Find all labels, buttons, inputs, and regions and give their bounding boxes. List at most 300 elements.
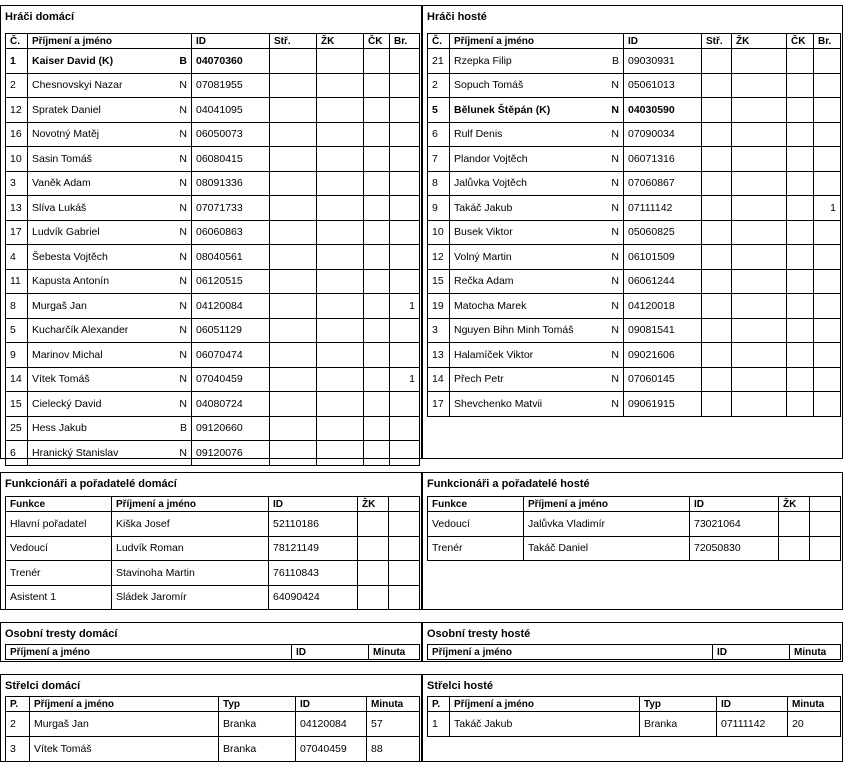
player-number: 13 (428, 343, 450, 368)
player-red-card (787, 367, 814, 392)
official-yellow-card (358, 536, 389, 561)
scorer-row (6, 712, 420, 737)
player-own-goals (814, 294, 841, 319)
player-name: Slíva Lukáš (32, 201, 87, 214)
player-number: 3 (6, 171, 28, 196)
player-id: 07111142 (624, 196, 702, 221)
player-goals (270, 171, 317, 196)
player-type: N (611, 250, 619, 263)
player-name-cell (450, 269, 624, 294)
player-number: 14 (428, 367, 450, 392)
scorer-type: Branka (219, 712, 296, 737)
player-yellow-card (317, 98, 364, 123)
player-number: 15 (6, 392, 28, 417)
player-own-goals: 1 (390, 367, 420, 392)
player-name-cell (450, 196, 624, 221)
col-red-card: ČK (787, 34, 814, 49)
player-id: 09030931 (624, 49, 702, 74)
player-yellow-card (317, 49, 364, 74)
player-id: 07090034 (624, 122, 702, 147)
player-type: N (179, 226, 187, 239)
player-yellow-card (317, 294, 364, 319)
player-type: N (611, 201, 619, 214)
scorer-id: 04120084 (296, 712, 367, 737)
scorer-row (428, 712, 841, 737)
away-penalties-panel (422, 622, 843, 662)
player-id: 09120660 (192, 416, 270, 441)
player-row (6, 392, 420, 417)
player-own-goals (390, 122, 420, 147)
player-own-goals (390, 147, 420, 172)
player-goals (702, 318, 732, 343)
scorer-name: Murgaš Jan (30, 712, 219, 737)
official-yellow-card (779, 512, 810, 537)
official-role: Vedoucí (6, 536, 112, 561)
player-yellow-card (317, 343, 364, 368)
scorer-order: 3 (6, 737, 30, 762)
player-own-goals (390, 392, 420, 417)
player-red-card (364, 171, 390, 196)
player-row (428, 171, 841, 196)
player-number: 4 (6, 245, 28, 270)
player-goals (270, 441, 317, 466)
player-goals (270, 416, 317, 441)
official-name: Sládek Jaromír (112, 585, 269, 610)
player-number: 1 (6, 49, 28, 74)
player-name: Novotný Matěj (32, 128, 100, 141)
player-yellow-card (317, 318, 364, 343)
player-id: 06051129 (192, 318, 270, 343)
player-red-card (364, 441, 390, 466)
player-own-goals (814, 98, 841, 123)
player-name: Sasin Tomáš (32, 152, 92, 165)
player-type: N (179, 201, 187, 214)
player-name-cell (450, 245, 624, 270)
away-officials-panel (422, 472, 843, 610)
player-yellow-card (317, 196, 364, 221)
home-penalties-table (5, 644, 420, 660)
home-penalties-panel (0, 622, 422, 662)
player-name-cell (28, 73, 192, 98)
player-row (6, 367, 420, 392)
player-id: 04120018 (624, 294, 702, 319)
player-row (6, 171, 420, 196)
player-red-card (787, 98, 814, 123)
scorer-order: 2 (6, 712, 30, 737)
scorer-minute: 57 (367, 712, 420, 737)
player-id: 04030590 (624, 98, 702, 123)
player-red-card (364, 245, 390, 270)
player-number: 19 (428, 294, 450, 319)
player-name: Nguyen Bihn Minh Tomáš (454, 324, 574, 337)
player-yellow-card (317, 392, 364, 417)
player-row (6, 269, 420, 294)
player-number: 10 (428, 220, 450, 245)
col-name: Příjmení a jméno (524, 497, 690, 512)
official-yellow-card (779, 536, 810, 561)
player-red-card (364, 294, 390, 319)
player-name: Takáč Jakub (454, 201, 513, 214)
player-type: N (611, 397, 619, 410)
player-own-goals (390, 416, 420, 441)
col-yellow-card: ŽK (317, 34, 364, 49)
player-yellow-card (732, 220, 787, 245)
col-own-goals: Br. (390, 34, 420, 49)
player-yellow-card (317, 367, 364, 392)
player-name-cell (450, 392, 624, 417)
scorer-minute: 88 (367, 737, 420, 762)
player-type: B (179, 54, 187, 67)
player-name-cell (28, 294, 192, 319)
player-id: 08091336 (192, 171, 270, 196)
away-penalties-title: Osobní tresty hosté (427, 628, 531, 640)
player-id: 07081955 (192, 73, 270, 98)
player-id: 04041095 (192, 98, 270, 123)
player-red-card (364, 343, 390, 368)
player-number: 8 (428, 171, 450, 196)
player-own-goals (390, 441, 420, 466)
player-id: 07071733 (192, 196, 270, 221)
player-name-cell (28, 269, 192, 294)
col-number: Č. (6, 34, 28, 49)
player-name: Vaněk Adam (32, 177, 91, 190)
player-name-cell (28, 441, 192, 466)
player-yellow-card (732, 147, 787, 172)
player-own-goals (390, 220, 420, 245)
home-scorers-table (5, 696, 420, 762)
official-role: Hlavní pořadatel (6, 512, 112, 537)
player-goals (702, 49, 732, 74)
player-own-goals (390, 73, 420, 98)
player-yellow-card (317, 220, 364, 245)
player-row (6, 294, 420, 319)
player-red-card (364, 318, 390, 343)
player-type: N (611, 373, 619, 386)
player-row (6, 416, 420, 441)
player-name: Vítek Tomáš (32, 373, 90, 386)
player-name-cell (28, 98, 192, 123)
col-id: ID (296, 697, 367, 712)
official-row (428, 512, 841, 537)
away-players-title: Hráči hosté (427, 11, 487, 23)
player-id: 06101509 (624, 245, 702, 270)
player-red-card (364, 416, 390, 441)
scorer-type: Branka (640, 712, 717, 737)
official-name: Ludvík Roman (112, 536, 269, 561)
player-id: 04120084 (192, 294, 270, 319)
player-type: N (611, 275, 619, 288)
scorer-id: 07040459 (296, 737, 367, 762)
player-goals (270, 367, 317, 392)
player-number: 17 (6, 220, 28, 245)
col-id: ID (717, 697, 788, 712)
official-extra (810, 512, 841, 537)
official-extra (389, 512, 420, 537)
player-row (428, 122, 841, 147)
player-red-card (364, 392, 390, 417)
player-number: 7 (428, 147, 450, 172)
official-id: 72050830 (690, 536, 779, 561)
col-id: ID (690, 497, 779, 512)
player-id: 06060863 (192, 220, 270, 245)
player-row (428, 343, 841, 368)
player-name-cell (450, 73, 624, 98)
player-number: 2 (6, 73, 28, 98)
player-name: Murgaš Jan (32, 299, 87, 312)
col-yellow-card: ŽK (732, 34, 787, 49)
player-row (6, 441, 420, 466)
player-own-goals (814, 367, 841, 392)
player-red-card (364, 196, 390, 221)
player-own-goals (390, 318, 420, 343)
player-name: Cielecký David (32, 397, 102, 410)
player-red-card (364, 73, 390, 98)
player-goals (270, 147, 317, 172)
player-number: 10 (6, 147, 28, 172)
player-goals (270, 122, 317, 147)
player-number: 25 (6, 416, 28, 441)
player-number: 12 (6, 98, 28, 123)
player-red-card (787, 245, 814, 270)
player-goals (702, 269, 732, 294)
player-number: 5 (6, 318, 28, 343)
player-own-goals (814, 392, 841, 417)
player-row (6, 245, 420, 270)
official-id: 73021064 (690, 512, 779, 537)
player-yellow-card (732, 49, 787, 74)
player-number: 9 (6, 343, 28, 368)
player-own-goals (814, 122, 841, 147)
away-players-panel (422, 5, 843, 459)
player-goals (270, 318, 317, 343)
player-goals (270, 73, 317, 98)
player-own-goals (390, 196, 420, 221)
col-role: Funkce (428, 497, 524, 512)
official-extra (389, 585, 420, 610)
player-yellow-card (732, 294, 787, 319)
player-number: 21 (428, 49, 450, 74)
away-scorers-table (427, 696, 841, 737)
home-officials-panel (0, 472, 422, 610)
player-yellow-card (732, 171, 787, 196)
player-name: Bělunek Štěpán (K) (454, 103, 551, 116)
player-number: 16 (6, 122, 28, 147)
player-own-goals (390, 245, 420, 270)
player-name: Rzepka Filip (454, 54, 512, 67)
player-yellow-card (732, 367, 787, 392)
player-red-card (787, 122, 814, 147)
player-goals (270, 245, 317, 270)
player-own-goals (814, 220, 841, 245)
player-name-cell (28, 416, 192, 441)
col-name: Příjmení a jméno (112, 497, 269, 512)
player-name: Přech Petr (454, 373, 504, 386)
player-own-goals (390, 343, 420, 368)
player-name: Chesnovskyi Nazar (32, 79, 123, 92)
col-name: Příjmení a jméno (428, 645, 713, 660)
official-extra (389, 561, 420, 586)
home-penalties-title: Osobní tresty domácí (5, 628, 118, 640)
player-type: N (179, 103, 187, 116)
away-players-header (428, 34, 841, 49)
player-name-cell (28, 196, 192, 221)
player-type: N (611, 299, 619, 312)
official-name: Kiška Josef (112, 512, 269, 537)
player-type: N (179, 79, 187, 92)
official-id: 76110843 (269, 561, 358, 586)
player-type: N (611, 177, 619, 190)
player-goals (702, 122, 732, 147)
scorer-name: Vítek Tomáš (30, 737, 219, 762)
player-name: Kapusta Antonín (32, 275, 110, 288)
player-id: 07040459 (192, 367, 270, 392)
player-type: N (179, 397, 187, 410)
player-number: 13 (6, 196, 28, 221)
official-extra (810, 536, 841, 561)
player-row (428, 49, 841, 74)
player-goals (270, 269, 317, 294)
player-red-card (364, 98, 390, 123)
player-row (6, 122, 420, 147)
player-red-card (787, 147, 814, 172)
player-own-goals (814, 269, 841, 294)
away-scorers-header (428, 697, 841, 712)
player-red-card (787, 171, 814, 196)
player-number: 17 (428, 392, 450, 417)
player-id: 09061915 (624, 392, 702, 417)
player-goals (270, 49, 317, 74)
player-number: 6 (428, 122, 450, 147)
player-row (428, 294, 841, 319)
player-row (6, 196, 420, 221)
col-minute: Minuta (367, 697, 420, 712)
player-red-card (787, 294, 814, 319)
player-name-cell (28, 49, 192, 74)
official-id: 52110186 (269, 512, 358, 537)
player-red-card (364, 220, 390, 245)
player-yellow-card (732, 318, 787, 343)
player-id: 09120076 (192, 441, 270, 466)
col-role: Funkce (6, 497, 112, 512)
official-name: Jalůvka Vladimír (524, 512, 690, 537)
home-officials-header (6, 497, 420, 512)
player-own-goals (390, 98, 420, 123)
player-id: 07060145 (624, 367, 702, 392)
col-extra (810, 497, 841, 512)
col-goals: Stř. (270, 34, 317, 49)
player-row (428, 196, 841, 221)
player-yellow-card (732, 245, 787, 270)
official-name: Takáč Daniel (524, 536, 690, 561)
away-players-table (427, 33, 841, 417)
player-id: 06080415 (192, 147, 270, 172)
player-type: N (611, 226, 619, 239)
player-yellow-card (317, 245, 364, 270)
player-name-cell (450, 171, 624, 196)
col-type: Typ (219, 697, 296, 712)
home-players-header (6, 34, 420, 49)
player-goals (702, 343, 732, 368)
player-row (6, 318, 420, 343)
player-yellow-card (732, 392, 787, 417)
player-name-cell (28, 122, 192, 147)
player-row (6, 73, 420, 98)
player-id: 07060867 (624, 171, 702, 196)
player-name: Rečka Adam (454, 275, 514, 288)
col-extra (389, 497, 420, 512)
player-type: B (179, 422, 187, 435)
player-number: 15 (428, 269, 450, 294)
player-goals (702, 367, 732, 392)
col-order: P. (6, 697, 30, 712)
player-yellow-card (732, 269, 787, 294)
official-role: Trenér (428, 536, 524, 561)
player-number: 8 (6, 294, 28, 319)
player-type: B (611, 54, 619, 67)
official-role: Trenér (6, 561, 112, 586)
player-goals (702, 196, 732, 221)
player-name: Jalůvka Vojtěch (454, 177, 527, 190)
player-id: 06071316 (624, 147, 702, 172)
player-name-cell (28, 318, 192, 343)
player-number: 11 (6, 269, 28, 294)
col-id: ID (192, 34, 270, 49)
away-scorers-panel (422, 674, 843, 762)
official-extra (389, 536, 420, 561)
player-number: 12 (428, 245, 450, 270)
player-type: N (611, 152, 619, 165)
player-own-goals (814, 343, 841, 368)
player-type: N (179, 373, 187, 386)
player-red-card (364, 269, 390, 294)
player-type: N (179, 128, 187, 141)
player-type: N (179, 446, 187, 459)
player-row (6, 98, 420, 123)
col-red-card: ČK (364, 34, 390, 49)
official-yellow-card (358, 585, 389, 610)
player-name: Kaiser David (K) (32, 54, 114, 67)
player-red-card (787, 196, 814, 221)
player-id: 06120515 (192, 269, 270, 294)
player-goals (270, 98, 317, 123)
player-yellow-card (732, 196, 787, 221)
player-id: 04070360 (192, 49, 270, 74)
player-row (428, 98, 841, 123)
player-id: 05060825 (624, 220, 702, 245)
player-own-goals (390, 171, 420, 196)
col-name: Příjmení a jméno (450, 697, 640, 712)
official-yellow-card (358, 512, 389, 537)
col-minute: Minuta (788, 697, 841, 712)
player-row (6, 220, 420, 245)
home-scorers-title: Střelci domácí (5, 680, 81, 692)
player-name-cell (450, 318, 624, 343)
player-own-goals (814, 245, 841, 270)
player-goals (702, 220, 732, 245)
col-goals: Stř. (702, 34, 732, 49)
col-name: Příjmení a jméno (30, 697, 219, 712)
home-officials-table (5, 496, 420, 610)
player-red-card (787, 343, 814, 368)
player-goals (270, 392, 317, 417)
player-name: Shevchenko Matvii (454, 397, 543, 410)
player-name: Sopuch Tomáš (454, 79, 524, 92)
scorer-id: 07111142 (717, 712, 788, 737)
col-minute: Minuta (790, 645, 841, 660)
player-red-card (787, 73, 814, 98)
player-row (428, 367, 841, 392)
player-id: 06070474 (192, 343, 270, 368)
